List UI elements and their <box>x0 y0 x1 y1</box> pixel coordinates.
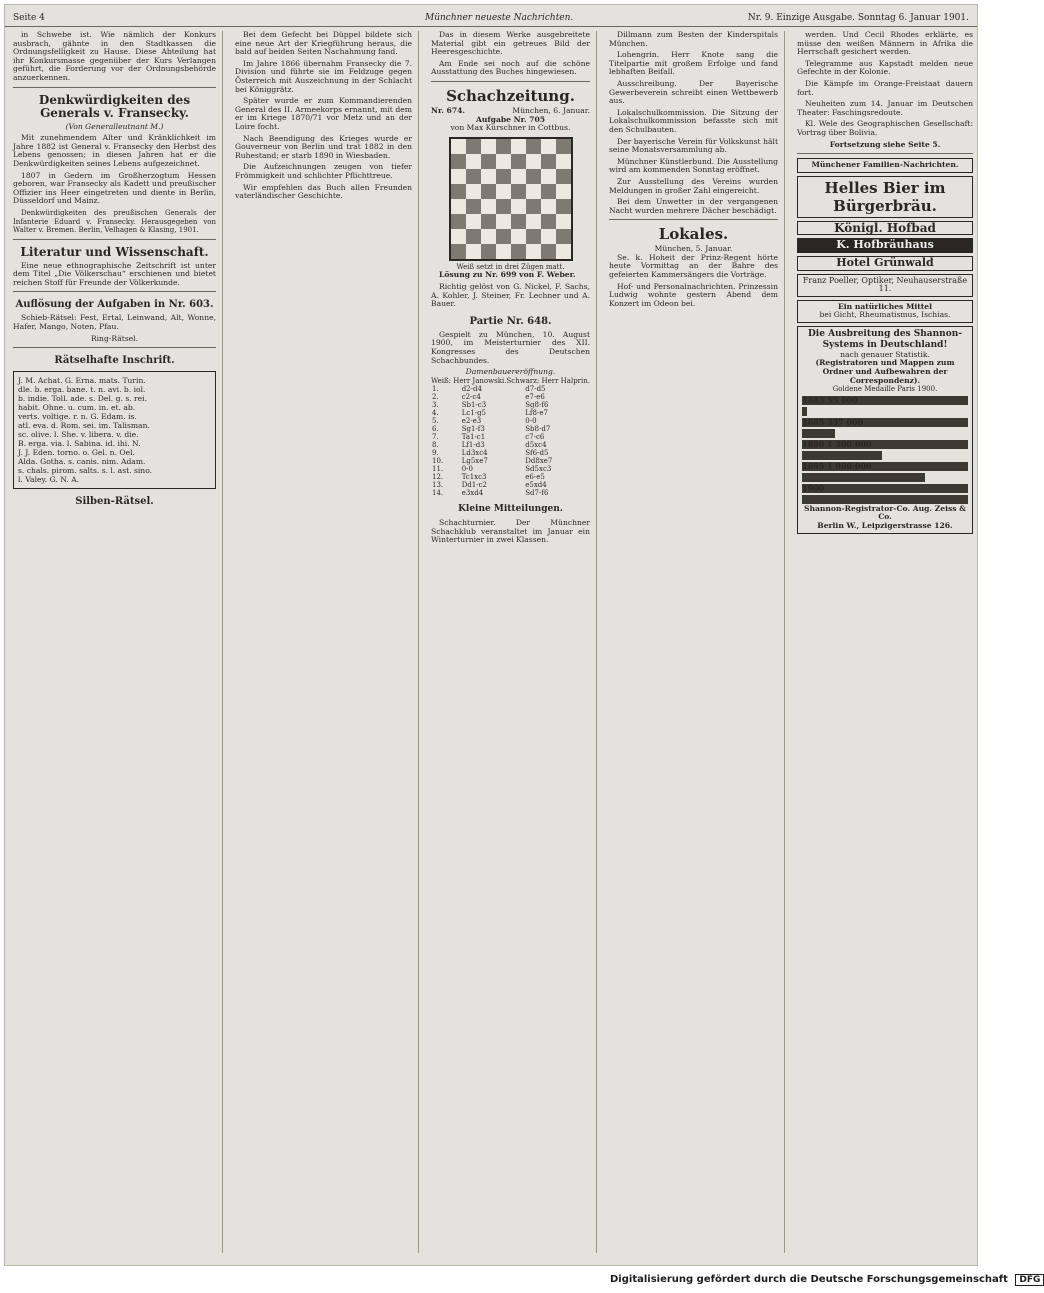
move-row <box>431 489 590 497</box>
byline: (Von Generalleutnant M.) <box>65 121 164 131</box>
paragraph: in Schwebe ist. Wie nämlich der Konkurs ausbrach, gähnte in den Stadtkassen die Ordnungsfelligkeit zu Hause. Diese Abteilung hat ihr Konkursmasse gegenüber der Kurs Verlangen geführt, die Forderung vor der Ordnungsbehörde anzuerkennen. <box>13 30 216 82</box>
riddle-line: J. J. Eden. torno. o. Gel. n. Oel. <box>18 448 135 458</box>
board-square <box>541 229 556 244</box>
ad-hofbad: Königl. Hofbad <box>797 221 973 236</box>
move-cell: c7-c6 <box>525 433 545 442</box>
bar-label: 1883 55 000 <box>802 396 968 405</box>
move-row <box>431 449 590 457</box>
shannon-medal: Goldene Medaille Paris 1900. <box>832 385 938 394</box>
move-cell: c2-c4 <box>461 393 481 402</box>
move-cell: d7-d5 <box>525 385 546 394</box>
board-square <box>556 184 571 199</box>
chess-date: München, 6. Januar. <box>512 105 590 115</box>
page-header <box>5 13 977 27</box>
shannon-address: Berlin W., Leipzigerstrasse 126. <box>817 521 953 531</box>
move-row <box>431 473 590 481</box>
move-cell: Sg1-f3 <box>461 425 485 434</box>
chess-board <box>449 137 573 261</box>
shannon-company: Shannon-Registrator-Co. Aug. Zeiss & Co. <box>803 503 967 522</box>
move-cell: d2-d4 <box>461 385 482 394</box>
board-square <box>511 169 526 184</box>
board-square <box>541 139 556 154</box>
paragraph: Telegramme aus Kapstadt melden neue Gefechte in der Kolonie. <box>797 58 973 77</box>
paragraph: Wir empfehlen das Buch allen Freunden vaterländischer Geschichte. <box>235 182 412 201</box>
move-cell: Tc1xc3 <box>461 473 487 482</box>
move-cell: 4. <box>432 409 439 418</box>
move-cell: Sb8-d7 <box>525 425 551 434</box>
column-3 <box>425 31 597 1253</box>
paragraph: werden. Und Cecil Rhodes erklärte, es müsse den weißen Männern in Afrika die Herrschaft gesichert werden. <box>797 30 973 57</box>
riddle-line: verts. voltige. r. n. G. Edam. is. <box>18 412 137 422</box>
board-square <box>466 154 481 169</box>
paragraph: Der bayerische Verein für Volkskunst hält seine Monatsversammlung ab. <box>609 136 778 155</box>
paragraph: Gespielt zu München, 10. August 1900, im Meisterturnier des XII. Kongresses des Deutschen Schachbundes. <box>431 329 590 365</box>
paragraph: Zur Ausstellung des Vereins wurden Meldungen in großer Zahl eingereicht. <box>609 176 778 195</box>
board-square <box>496 244 511 259</box>
board-square <box>466 139 481 154</box>
lokales-title: Lokales. <box>658 225 729 244</box>
footer-text: Digitalisierung gefördert durch die Deutsche Forschungsgemeinschaft <box>610 1274 1008 1285</box>
growth-bar <box>802 407 807 416</box>
move-cell: 3. <box>432 401 439 410</box>
riddle-line: b. indie. Toll. ade. s. Del. g. s. rei. <box>18 394 148 404</box>
paragraph: Ausschreibung. Der Bayerische Gewerbeverein schreibt einen Wettbewerb aus. <box>609 78 778 106</box>
board-square <box>496 154 511 169</box>
paragraph: Se. k. Hoheit der Prinz-Regent hörte heute Vormittag an der Bahre des gefeierten Kammersängers die Vorträge. <box>609 252 778 280</box>
paragraph: Lokalschulkommission. Die Sitzung der Lokalschulkommission befasste sich mit den Schulbauten. <box>609 107 778 134</box>
ring-title: Ring-Rätsel. <box>90 333 139 343</box>
column-2 <box>229 31 419 1253</box>
move-cell: Sd5xc3 <box>525 465 552 474</box>
ad-optiker: Franz Poeller, Optiker, Neuhauserstraße 11. <box>797 274 973 297</box>
chess-number: Nr. 674. <box>431 105 466 115</box>
board-square <box>541 154 556 169</box>
riddle-title: Rätselhafte Inschrift. <box>54 355 175 367</box>
board-square <box>511 199 526 214</box>
board-square <box>466 214 481 229</box>
move-cell: 6. <box>432 425 439 434</box>
move-row <box>431 425 590 433</box>
riddle-line: atl. eva. d. Rom. sei. im. Talisman. <box>18 421 150 431</box>
board-square <box>481 154 496 169</box>
move-row <box>431 393 590 401</box>
board-square <box>466 199 481 214</box>
paragraph: Im Jahre 1866 übernahm Fransecky die 7. Division und führte sie im Feldzuge gegen Österreich mit Auszeichnung in der Schlacht bei Königgrätz. <box>235 58 412 94</box>
board-square <box>511 154 526 169</box>
chess-task-author: von Max Kürschner in Cottbus. <box>450 123 571 133</box>
paragraph: Das in diesem Werke ausgebreitete Material gibt ein getreues Bild der Heeresgeschichte. <box>431 30 590 57</box>
move-cell: 10. <box>432 457 444 466</box>
board-square <box>481 184 496 199</box>
move-cell: d5xc4 <box>525 441 547 450</box>
partie-title: Partie Nr. 648. <box>469 315 552 327</box>
board-square <box>481 214 496 229</box>
move-cell: 1. <box>432 385 439 394</box>
bar-label: 1895 1 900 000 <box>802 462 968 471</box>
ad-hotel: Hotel Grünwald <box>797 256 973 271</box>
board-square <box>556 244 571 259</box>
paragraph: Bei dem Gefecht bei Düppel bildete sich eine neue Art der Kriegführung heraus, die bald auf beiden Seiten Nachahmung fand. <box>235 30 412 57</box>
move-cell: Ld3xc4 <box>461 449 488 458</box>
move-cell: Sb1-c3 <box>461 401 487 410</box>
puzzle-title: Auflösung der Aufgaben in Nr. 603. <box>15 299 214 311</box>
move-cell: Sg8-f6 <box>525 401 549 410</box>
board-square <box>451 139 466 154</box>
move-cell: Lf1-d3 <box>461 441 485 450</box>
section-title: Literatur und Wissenschaft. <box>20 244 209 259</box>
lokales-date: München, 5. Januar. <box>654 244 733 254</box>
notes-title: Kleine Mitteilungen. <box>458 504 563 515</box>
board-square <box>451 214 466 229</box>
move-cell: 12. <box>432 473 444 482</box>
shannon-sub: nach genauer Statistik. <box>840 349 930 359</box>
paragraph: Nach Beendigung des Krieges wurde er Gouverneur von Berlin und trat 1882 in den Ruhestand; er starb 1890 in Wiesbaden. <box>235 133 412 160</box>
chess-task: Aufgabe Nr. 705 <box>475 114 546 124</box>
paragraph: Bei dem Unwetter in der vergangenen Nacht wurden mehrere Dächer beschädigt. <box>609 197 778 215</box>
paragraph: Neuheiten zum 14. Januar im Deutschen Theater: Faschingsredoute. <box>797 99 973 117</box>
chess-section-title: Schachzeitung. <box>446 86 575 105</box>
board-square <box>556 154 571 169</box>
move-cell: e2-e3 <box>461 417 482 426</box>
move-cell: 5. <box>432 417 439 426</box>
move-row <box>431 417 590 425</box>
column-4 <box>603 31 785 1253</box>
board-square <box>451 244 466 259</box>
paragraph: Münchner Künstlerbund. Die Ausstellung wird am kommenden Sonntag eröffnet. <box>609 156 778 175</box>
growth-bar <box>802 429 835 438</box>
board-square <box>511 214 526 229</box>
ad-remedy <box>797 300 973 323</box>
issue-date: Nr. 9. Einzige Ausgabe. Sonntag 6. Januar 1901. <box>747 13 969 23</box>
paragraph: Lohengrin. Herr Knote sang die Titelpartie mit großem Erfolge und fand lebhaften Beifall. <box>609 50 778 77</box>
paragraph: Später wurde er zum Kommandierenden General des II. Armeekorps ernannt, mit dem er im Kriege 1870/71 vor Metz und an der Loire focht. <box>235 96 412 131</box>
moves-table <box>431 385 590 497</box>
move-cell: 13. <box>432 481 444 490</box>
riddle-line: Alda. Gotha. s. canis. nim. Adam. <box>18 457 146 467</box>
board-square <box>511 184 526 199</box>
dfg-logo: DFG <box>1015 1274 1044 1286</box>
board-square <box>496 139 511 154</box>
family-news-title: Münchener Familien-Nachrichten. <box>797 158 973 173</box>
move-row <box>431 481 590 489</box>
paragraph: Schachturnier. Der Münchner Schachklub veranstaltet im Januar ein Winterturnier in zwei Klassen. <box>431 518 590 545</box>
board-square <box>541 199 556 214</box>
board-square <box>526 139 541 154</box>
board-square <box>481 229 496 244</box>
board-caption: Weiß setzt in drei Zügen matt. <box>456 262 565 271</box>
ad-hofbraeuhaus: K. Hofbräuhaus <box>797 238 973 253</box>
board-square <box>511 139 526 154</box>
move-cell: 0-0 <box>525 417 537 426</box>
page-number: Seite 4 <box>13 13 45 23</box>
continuation-note: Fortsetzung siehe Seite 5. <box>829 139 941 149</box>
bar-label: 1900 <box>802 484 968 493</box>
riddle-line: dle. b. erga. bane. t. n. avi. b. iol. <box>18 385 146 395</box>
riddle-box <box>13 371 216 489</box>
move-cell: 11. <box>432 465 444 474</box>
board-square <box>541 184 556 199</box>
opening-name: Damenbauereröffnung. <box>465 367 556 377</box>
board-square <box>466 169 481 184</box>
move-row <box>431 441 590 449</box>
riddle-line: J. M. Achat. G. Erna. mats. Turin. <box>18 376 146 386</box>
board-square <box>526 199 541 214</box>
move-cell: Lg5xe7 <box>461 457 488 466</box>
move-row <box>431 465 590 473</box>
bar-label: 1890 1 200 000 <box>802 440 968 449</box>
riddle-line: l. Valey. G. N. A. <box>18 475 80 485</box>
move-cell: Sf6-d5 <box>525 449 549 458</box>
board-square <box>556 214 571 229</box>
paragraph: 1807 in Gedern im Großherzogtum Hessen geboren, war Fransecky als Kadett und preußischer Offizier ins Heer eingetreten und diente in Berlin, Düsseldorf und Mainz. <box>13 170 216 206</box>
board-square <box>556 199 571 214</box>
move-cell: Sd7-f6 <box>525 489 549 498</box>
board-square <box>496 184 511 199</box>
riddle-line: habit. Ohne. u. cum. in. et. ab. <box>18 403 136 413</box>
riddle-line: sc. olive. l. She. v. libera. v. die. <box>18 430 139 440</box>
board-square <box>496 169 511 184</box>
move-cell: Ta1-c1 <box>461 433 486 442</box>
riddle-line: s. chals. pirom. salts. s. l. ast. sino. <box>18 466 153 476</box>
move-row <box>431 385 590 393</box>
move-cell: 7. <box>432 433 439 442</box>
board-square <box>526 244 541 259</box>
board-square <box>556 229 571 244</box>
move-cell: 2. <box>432 393 439 402</box>
board-square <box>466 244 481 259</box>
article-title: Denkwürdigkeiten des Generals v. Fransecky. <box>38 92 191 120</box>
board-square <box>556 169 571 184</box>
paragraph: Eine neue ethnographische Zeitschrift ist unter dem Titel „Die Völkerschau“ erschienen und bietet reichen Stoff für Freunde der Völkerkunde. <box>13 260 216 287</box>
board-square <box>541 169 556 184</box>
move-row <box>431 457 590 465</box>
move-cell: 9. <box>432 449 439 458</box>
move-cell: 14. <box>432 489 444 498</box>
growth-bar <box>802 473 925 482</box>
paragraph: Hof- und Personalnachrichten. Prinzessin Ludwig wohnte gestern Abend dem Konzert im Odeon bei. <box>609 281 778 308</box>
board-square <box>481 169 496 184</box>
move-cell: e5xd4 <box>525 481 547 490</box>
paragraph: Dillmann zum Besten der Kinderspitals München. <box>609 30 778 48</box>
move-cell: Dd1-c2 <box>461 481 487 490</box>
footnote: Denkwürdigkeiten des preußischen Generals der Infanterie Eduard v. Fransecky. Herausgegeben von Walter v. Bremen. Berlin, Velhagen & Klasing, 1901. <box>13 208 216 235</box>
paragraph: Kl. Wele des Geographischen Gesellschaft: Vortrag über Bolivia. <box>797 119 973 137</box>
board-square <box>466 184 481 199</box>
paragraph: Die Kämpfe im Orange-Freistaat dauern fort. <box>797 78 973 97</box>
ad-buergerbraeu: Helles Bier im Bürgerbräu. <box>797 176 973 218</box>
board-square <box>481 199 496 214</box>
move-row <box>431 401 590 409</box>
move-cell: Dd8xe7 <box>525 457 553 466</box>
move-cell: e6-e5 <box>525 473 545 482</box>
move-cell: Lf8-e7 <box>525 409 548 418</box>
board-square <box>451 169 466 184</box>
riddle-line: B. erga. via. l. Sabina. id. ihi. N. <box>18 439 141 449</box>
growth-bar <box>802 451 882 460</box>
board-square <box>526 229 541 244</box>
board-square <box>496 214 511 229</box>
board-square <box>526 184 541 199</box>
ad-remedy-title: Ein natürliches Mittel <box>838 301 932 311</box>
move-cell: 8. <box>432 441 439 450</box>
silben-title: Silben-Rätsel. <box>75 496 154 508</box>
masthead: Münchner neueste Nachrichten. <box>425 13 574 23</box>
board-square <box>451 229 466 244</box>
board-square <box>496 229 511 244</box>
move-cell: 0-0 <box>461 465 473 474</box>
board-square <box>541 214 556 229</box>
move-row <box>431 409 590 417</box>
move-cell: e7-e6 <box>525 393 545 402</box>
move-row <box>431 433 590 441</box>
paragraph: Mit zunehmendem Alter und Kränklichkeit im Jahre 1882 ist General v. Fransecky den Herbst des Lebens genossen; in diesen Jahren hat er die Denkwürdigkeiten seines Lebens aufgezeichnet. <box>13 133 216 168</box>
column-1 <box>13 31 223 1253</box>
ad-shannon <box>797 326 973 534</box>
board-square <box>541 244 556 259</box>
paragraph: Am Ende sei noch auf die schöne Ausstattung des Buches hingewiesen. <box>431 58 590 77</box>
board-square <box>526 214 541 229</box>
shannon-desc: (Registratoren und Mappen zum Ordner und Aufbewahren der Correspondenz). <box>815 358 955 385</box>
paragraph: Schieb-Rätsel: Fest, Ertal, Leinwand, Alt, Wonne, Hafer, Mango, Noten, Pfau. <box>13 313 216 332</box>
growth-bar <box>802 495 968 504</box>
newspaper-page <box>4 4 978 1266</box>
board-square <box>526 169 541 184</box>
shannon-growth-bars <box>802 396 968 504</box>
board-square <box>526 154 541 169</box>
bar-label: 1885 337 000 <box>802 418 968 427</box>
column-5 <box>791 31 973 1253</box>
board-square <box>556 139 571 154</box>
black-player: Schwarz: Herr Halprin. <box>506 376 590 385</box>
chess-solution: Lösung zu Nr. 699 von F. Weber. <box>439 270 576 280</box>
white-player: Weiß: Herr Janowski. <box>431 376 507 385</box>
board-square <box>496 199 511 214</box>
board-square <box>451 154 466 169</box>
move-cell: e3xd4 <box>461 489 484 498</box>
move-cell: Lc1-g5 <box>461 409 487 418</box>
board-square <box>511 244 526 259</box>
board-square <box>466 229 481 244</box>
footer-credit <box>610 1274 1044 1286</box>
paragraph: Richtig gelöst von G. Nickel, F. Sachs, A. Kohler, J. Steiner, Fr. Lechner und A. Bauer. <box>431 281 590 309</box>
ad-remedy-text: bei Gicht, Rheumatismus, Ischias. <box>819 310 951 320</box>
board-square <box>511 229 526 244</box>
shannon-title: Die Ausbreitung des Shannon-Systems in Deutschland! <box>808 328 962 350</box>
paragraph: Die Aufzeichnungen zeugen von tiefer Frömmigkeit und schlichter Pflichttreue. <box>235 162 412 180</box>
board-square <box>451 199 466 214</box>
board-square <box>451 184 466 199</box>
board-square <box>481 244 496 259</box>
board-square <box>481 139 496 154</box>
